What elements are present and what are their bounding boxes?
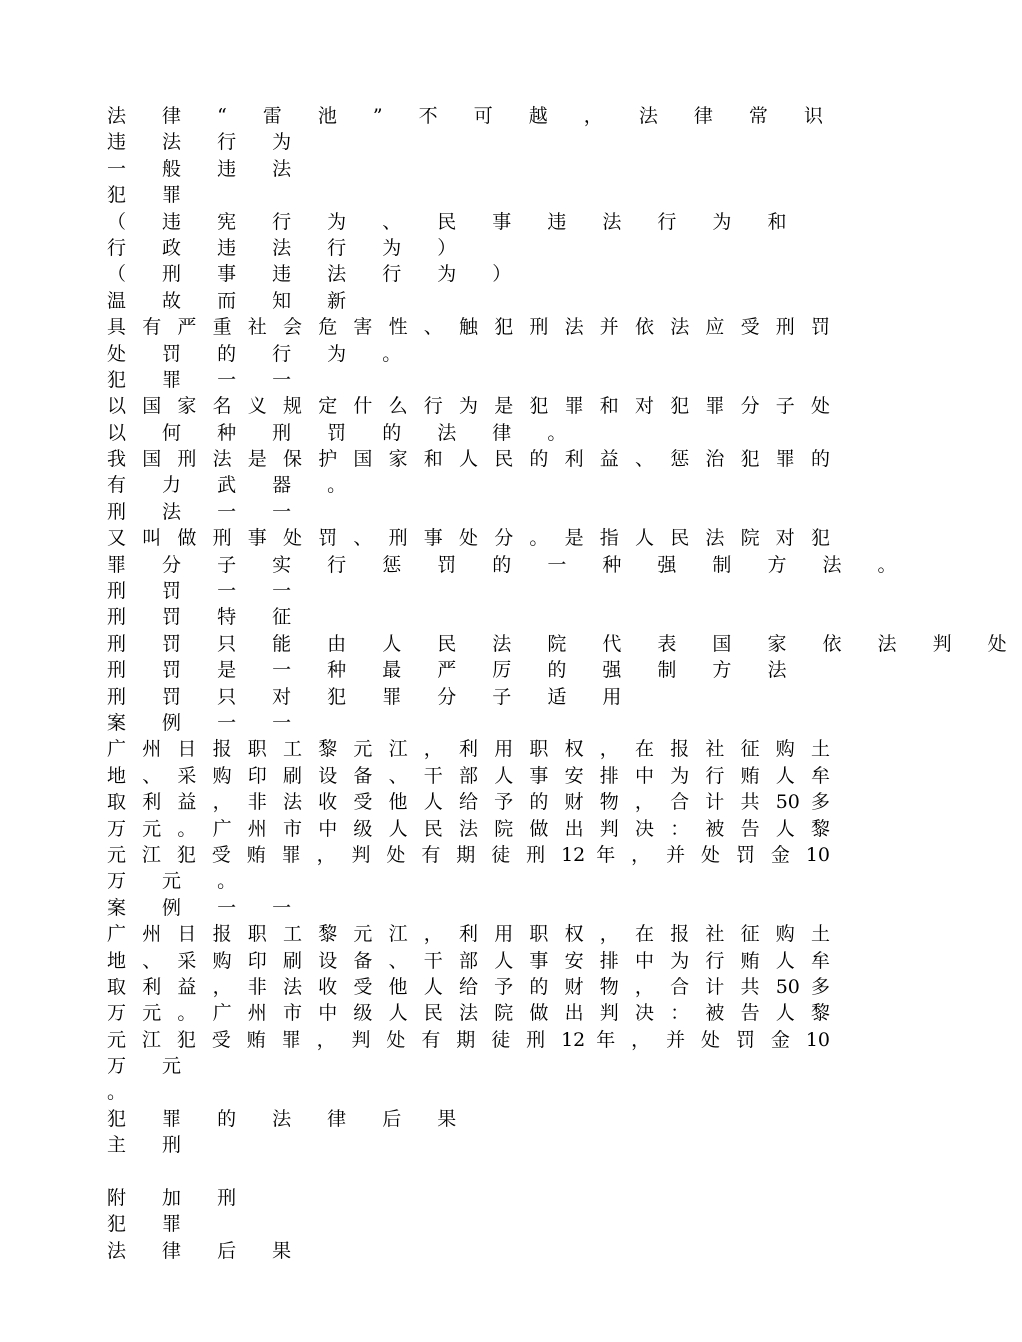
text-line: 刑 罚 只 能 由 人 民 法 院 代 表 国 家 依 法 判 处 (107, 632, 1022, 655)
text-line: 温 故 而 知 新 (107, 289, 362, 312)
text-line: （ 违 宪 行 为 、 民 事 违 法 行 为 和 (107, 210, 802, 233)
text-line: 万 元 。 (107, 870, 252, 893)
blank-line (107, 1159, 830, 1185)
text-line: 刑 罚 是 一 种 最 严 厉 的 强 制 方 法 (107, 659, 802, 682)
text-line: 法 律 后 果 (107, 1239, 307, 1262)
text-line: 地 、 采 购 印 刷 设 备 、 干 部 人 事 安 排 中 为 行 贿 人 牟 (107, 764, 830, 787)
text-line: 行 政 违 法 行 为 ） (107, 236, 472, 259)
text-line: 广 州 日 报 职 工 黎 元 江 ， 利 用 职 权 ， 在 报 社 征 购 土 (107, 738, 830, 761)
text-line: 万 元 。 广 州 市 中 级 人 民 法 院 做 出 判 决 ： 被 告 人 黎 (107, 817, 830, 840)
text-line: 以 国 家 名 义 规 定 什 么 行 为 是 犯 罪 和 对 犯 罪 分 子 处 (107, 395, 830, 418)
text-line: 一 般 违 法 (107, 157, 307, 180)
text-line: 违 法 行 为 (107, 131, 307, 154)
text-line: 法 律 “ 雷 池 ” 不 可 越 ， 法 律 常 识 (107, 105, 838, 127)
text-line: 具 有 严 重 社 会 危 害 性 、 触 犯 刑 法 并 依 法 应 受 刑 罚 (107, 316, 830, 339)
text-line: 犯 罪 的 法 律 后 果 (107, 1107, 472, 1130)
text-line: 又 叫 做 刑 事 处 罚 、 刑 事 处 分 。 是 指 人 民 法 院 对 犯 (107, 527, 830, 550)
text-line: 犯 罪 一 一 (107, 368, 307, 391)
text-line: 元 江 犯 受 贿 罪 ， 判 处 有 期 徒 刑 12 年 ， 并 处 罚 金 10 (107, 843, 830, 866)
text-line: 。 (107, 1081, 142, 1104)
text-line: 犯 罪 (107, 184, 197, 207)
text-line: 罪 分 子 实 行 惩 罚 的 一 种 强 制 方 法 。 (107, 553, 912, 576)
text-line: 处 罚 的 行 为 。 (107, 342, 417, 365)
text-line: 案 例 一 一 (107, 711, 307, 734)
text-line: 附 加 刑 (107, 1187, 252, 1210)
text-line: 刑 罚 一 一 (107, 580, 307, 603)
text-line: 主 刑 (107, 1134, 197, 1157)
text-line: 取 利 益 ， 非 法 收 受 他 人 给 予 的 财 物 ， 合 计 共 50 多 (107, 975, 830, 998)
text-line: 广 州 日 报 职 工 黎 元 江 ， 利 用 职 权 ， 在 报 社 征 购 土 (107, 923, 830, 946)
text-line: 万 元 。 广 州 市 中 级 人 民 法 院 做 出 判 决 ： 被 告 人 黎 (107, 1002, 830, 1025)
text-line: 刑 法 一 一 (107, 500, 307, 523)
text-line: 地 、 采 购 印 刷 设 备 、 干 部 人 事 安 排 中 为 行 贿 人 牟 (107, 949, 830, 972)
text-line: 刑 罚 只 对 犯 罪 分 子 适 用 (107, 685, 637, 708)
text-line: 以 何 种 刑 罚 的 法 律 。 (107, 421, 582, 444)
text-line: （ 刑 事 违 法 行 为 ） (107, 263, 527, 286)
text-line: 我 国 刑 法 是 保 护 国 家 和 人 民 的 利 益 、 惩 治 犯 罪 的 (107, 448, 830, 471)
document-body (107, 103, 1022, 1264)
text-line: 取 利 益 ， 非 法 收 受 他 人 给 予 的 财 物 ， 合 计 共 50 多 (107, 791, 830, 814)
text-line: 有 力 武 器 。 (107, 474, 362, 497)
text-line: 刑 罚 特 征 (107, 606, 307, 629)
text-line: 案 例 一 一 (107, 896, 307, 919)
text-line: 元 江 犯 受 贿 罪 ， 判 处 有 期 徒 刑 12 年 ， 并 处 罚 金 10 (107, 1028, 830, 1051)
text-line: 犯 罪 (107, 1213, 197, 1236)
text-line: 万 元 (107, 1055, 197, 1078)
